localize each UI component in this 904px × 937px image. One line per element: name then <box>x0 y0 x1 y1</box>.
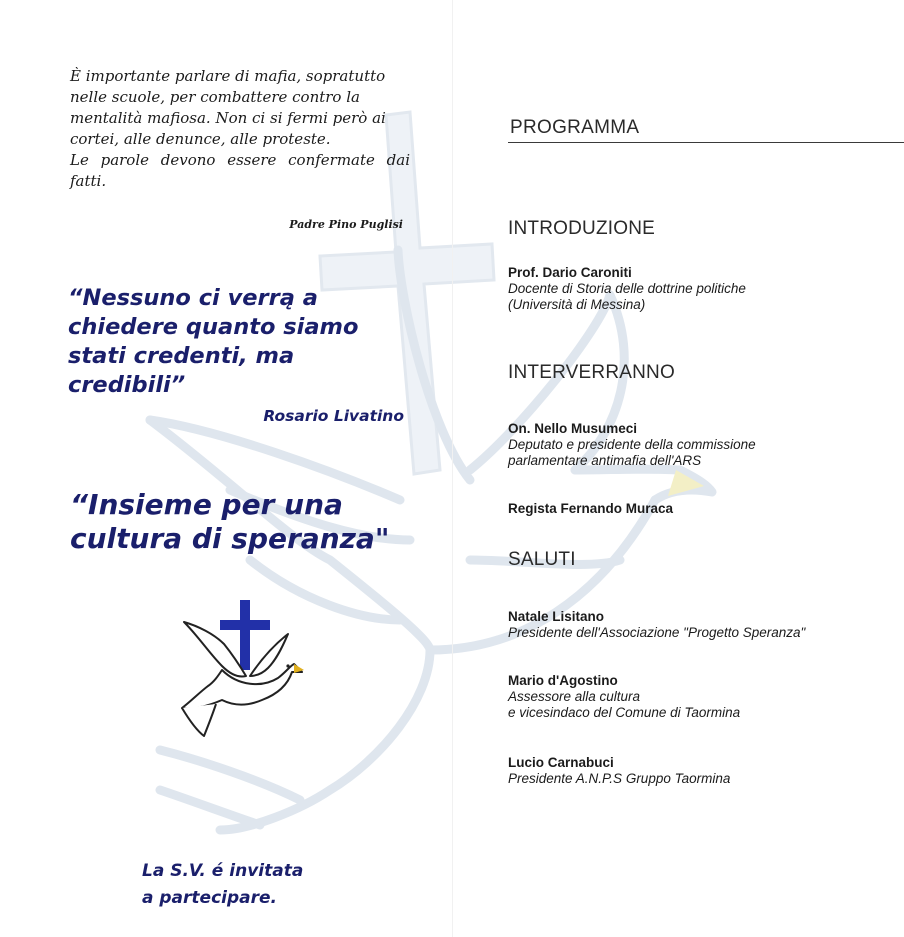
invitation-text: La S.V. é invitata a partecipare. <box>142 861 304 908</box>
event-slogan: “Insieme per una cultura di speranza" <box>70 488 390 555</box>
speaker-musumeci <box>508 420 888 469</box>
puglisi-author: Padre Pino Puglisi <box>289 218 403 231</box>
section-heading-introduzione: INTRODUZIONE <box>508 218 656 239</box>
speaker-name: Lucio Carnabuci <box>508 755 614 770</box>
speaker-role: Docente di Storia delle dottrine politiche (Università di Messina) <box>508 281 746 312</box>
speaker-dagostino <box>508 672 888 721</box>
program-title-underline <box>508 142 904 143</box>
speaker-role: Presidente A.N.P.S Gruppo Taormina <box>508 771 731 786</box>
livatino-quote: “Nessuno ci verrą a chiedere quanto siamo stati credenti, ma credibili” <box>68 285 359 398</box>
speaker-role: Assessore alla cultura e vicesindaco del Comune di Taormina <box>508 689 741 720</box>
speaker-caroniti <box>508 264 888 313</box>
livatino-author: Rosario Livatino <box>263 407 404 425</box>
speaker-role: Deputato e presidente della commissione parlamentare antimafia dell'ARS <box>508 437 756 468</box>
speaker-role: Presidente dell'Associazione "Progetto Speranza" <box>508 625 806 640</box>
speaker-name: Regista Fernando Muraca <box>508 501 674 516</box>
speaker-name: Prof. Dario Caroniti <box>508 265 632 280</box>
speaker-name: Natale Lisitano <box>508 609 605 624</box>
speaker-muraca <box>508 500 888 517</box>
speaker-name: On. Nello Musumeci <box>508 421 638 436</box>
section-heading-interverranno: INTERVERRANNO <box>508 362 675 383</box>
program-title: PROGRAMMA <box>510 117 640 138</box>
section-heading-saluti: SALUTI <box>508 549 576 570</box>
speaker-name: Mario d'Agostino <box>508 673 618 688</box>
dove-with-cross-icon <box>178 596 306 748</box>
fold-line <box>452 0 453 937</box>
puglisi-quote: È importante parlare di mafia, sopratutto nelle scuole, per combattere contro la mentalità mafiosa. Non ci si fermi però ai cortei, alle denunce, alle proteste. Le parole devono essere confermate dai fatti. <box>70 67 410 190</box>
speaker-lisitano <box>508 608 888 641</box>
speaker-carnabuci <box>508 754 888 787</box>
